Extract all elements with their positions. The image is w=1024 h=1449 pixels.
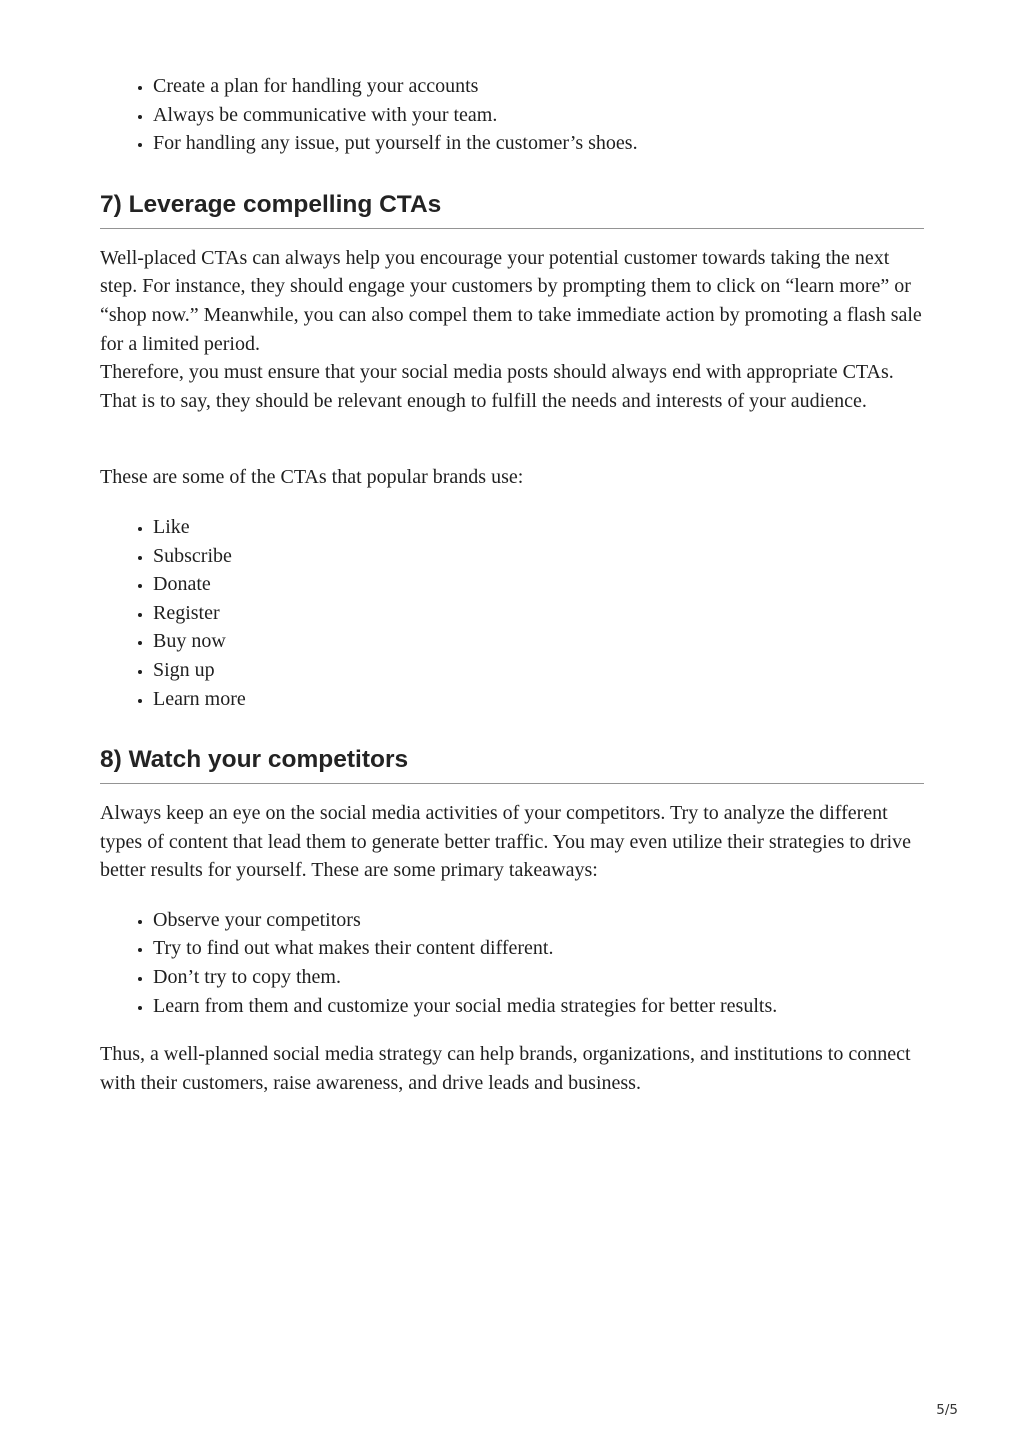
list-item: • Donate <box>153 570 924 599</box>
section-7-heading: 7) Leverage compelling CTAs <box>100 192 924 229</box>
section-7-paragraph-1: Well-placed CTAs can always help you encourage your potential customer towards taking the next step. For instance, they should engage your customers by prompting them to click on “learn more” or “shop now.” Meanwhile, you can also compel them to take immediate action by promoting a flash sale for a limited period. <box>100 246 922 355</box>
list-item: • Don’t try to copy them. <box>153 963 924 992</box>
list-item: • Always be communicative with your team. <box>153 101 924 130</box>
list-item: • Create a plan for handling your accounts <box>153 72 924 101</box>
list-item: • Learn more <box>153 685 924 714</box>
closing-paragraph: Thus, a well-planned social media strategy can help brands, organizations, and institutions to connect with their customers, raise awareness, and drive leads and business. <box>100 1043 911 1094</box>
section-7-paragraph-2: Therefore, you must ensure that your social media posts should always end with appropriate CTAs. That is to say, they should be relevant enough to fulfill the needs and interests of your audience. <box>100 361 894 412</box>
section-8-paragraph: Always keep an eye on the social media activities of your competitors. Try to analyze the different types of content that lead them to generate better traffic. You may even utilize their strategies to drive better results for yourself. These are some primary takeaways: <box>100 802 912 882</box>
section-8-heading: 8) Watch your competitors <box>100 747 924 784</box>
cta-bullet-list <box>100 513 924 713</box>
page-number-indicator: 5/5 <box>936 1402 958 1418</box>
intro-bullet-list <box>100 72 924 158</box>
list-item: • Sign up <box>153 656 924 685</box>
list-item: • Register <box>153 599 924 628</box>
list-item: • Like <box>153 513 924 542</box>
list-item: • Learn from them and customize your social media strategies for better results. <box>153 992 924 1021</box>
cta-intro-text: These are some of the CTAs that popular brands use: <box>100 466 524 489</box>
list-item: • Buy now <box>153 627 924 656</box>
list-item: • Subscribe <box>153 542 924 571</box>
takeaways-bullet-list <box>100 906 924 1020</box>
list-item: • Try to find out what makes their content different. <box>153 934 924 963</box>
list-item: • Observe your competitors <box>153 906 924 935</box>
list-item: • For handling any issue, put yourself in the customer’s shoes. <box>153 129 924 158</box>
